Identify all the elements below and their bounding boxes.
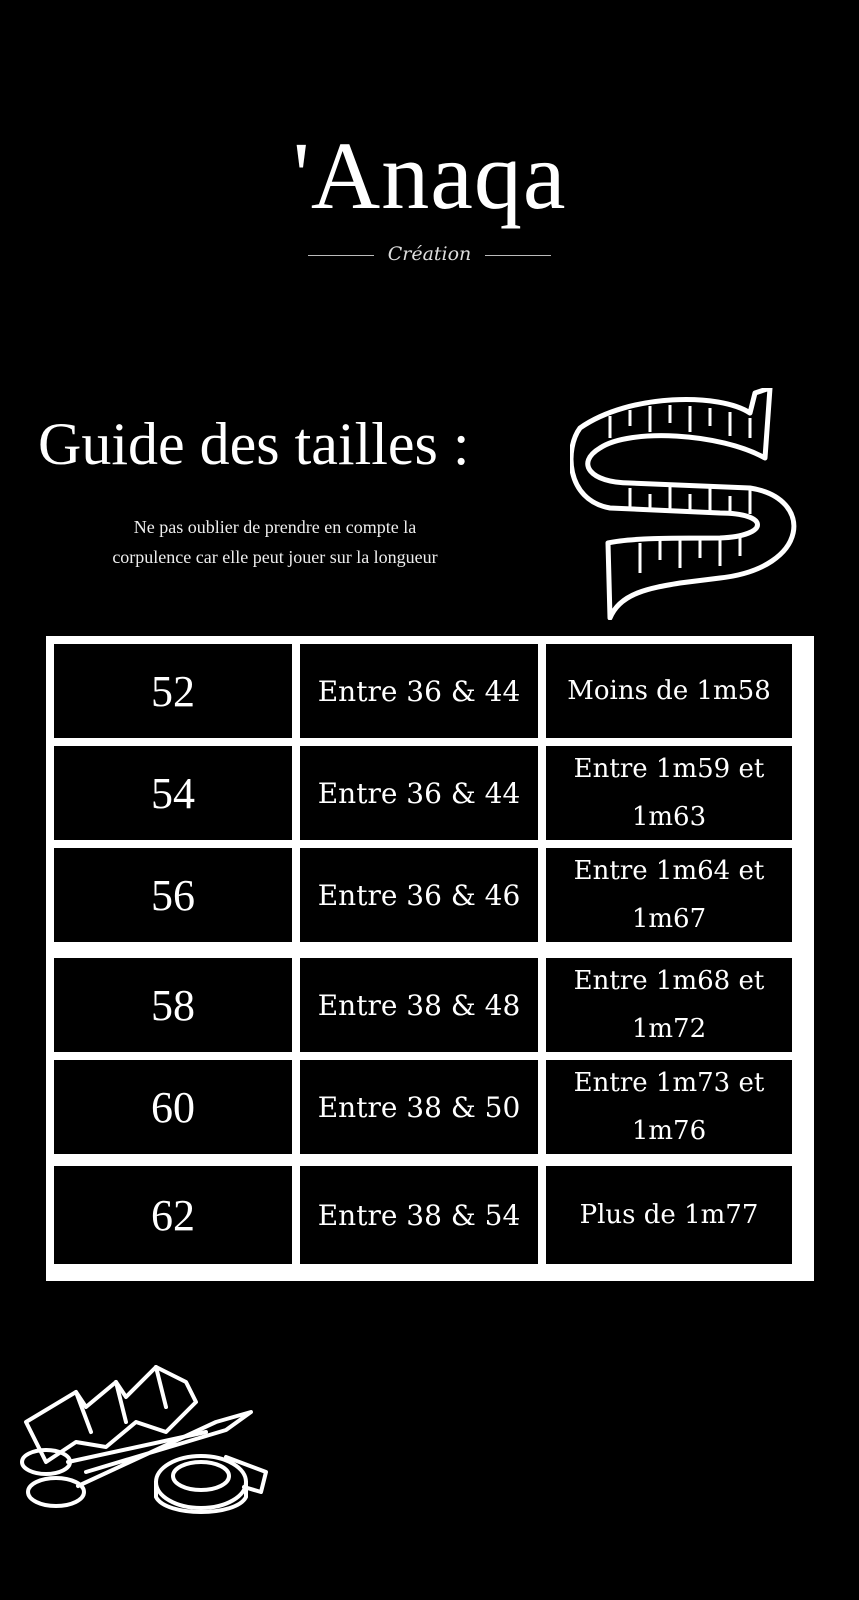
height-value: Moins de 1m58 [567,676,771,706]
divider-left [308,255,374,256]
measuring-tape-icon [570,388,810,620]
table-cell-size [54,644,292,738]
waist-value: Entre 36 & 44 [317,674,521,708]
table-cell-height [546,848,792,942]
table-cell-waist [300,644,538,738]
size-value: 62 [151,1190,195,1240]
brand-logo: 'Anaqa [292,122,567,229]
table-cell-waist [300,1166,538,1264]
table-cell-height [546,1060,792,1154]
height-value: Entre 1m68 et 1m72 [573,966,765,1044]
waist-value: Entre 38 & 50 [317,1090,521,1124]
waist-value: Entre 38 & 48 [317,988,521,1022]
table-cell-waist [300,958,538,1052]
guide-note-line-2: corpulence car elle peut jouer sur la longueur [112,547,438,567]
waist-value: Entre 38 & 54 [317,1198,521,1232]
table-cell-height [546,1166,792,1264]
size-value: 54 [151,768,195,818]
size-value: 58 [151,980,195,1030]
size-value: 60 [151,1082,195,1132]
table-cell-size [54,958,292,1052]
size-value: 52 [151,666,195,716]
height-value: Plus de 1m77 [579,1200,759,1230]
table-cell-size [54,848,292,942]
brand-subtitle [0,243,859,265]
waist-value: Entre 36 & 44 [317,776,521,810]
divider-right [485,255,551,256]
guide-note-line-1: Ne pas oublier de prendre en compte la [133,517,417,537]
table-cell-waist [300,1060,538,1154]
height-value: Entre 1m64 et 1m67 [573,856,765,934]
table-cell-size [54,1166,292,1264]
table-cell-height [546,644,792,738]
waist-value: Entre 36 & 46 [317,878,521,912]
brand-subtitle-text: Création [387,243,472,265]
height-value: Entre 1m73 et 1m76 [573,1068,765,1146]
table-cell-height [546,746,792,840]
guide-note [50,512,500,572]
table-cell-waist [300,746,538,840]
table-cell-height [546,958,792,1052]
size-value: 56 [151,870,195,920]
table-cell-waist [300,848,538,942]
page-title: Guide des tailles : [38,411,470,477]
size-table [46,636,814,1281]
scissors-and-tape-icon [16,1362,276,1522]
table-cell-size [54,746,292,840]
table-cell-size [54,1060,292,1154]
height-value: Entre 1m59 et 1m63 [573,754,765,832]
